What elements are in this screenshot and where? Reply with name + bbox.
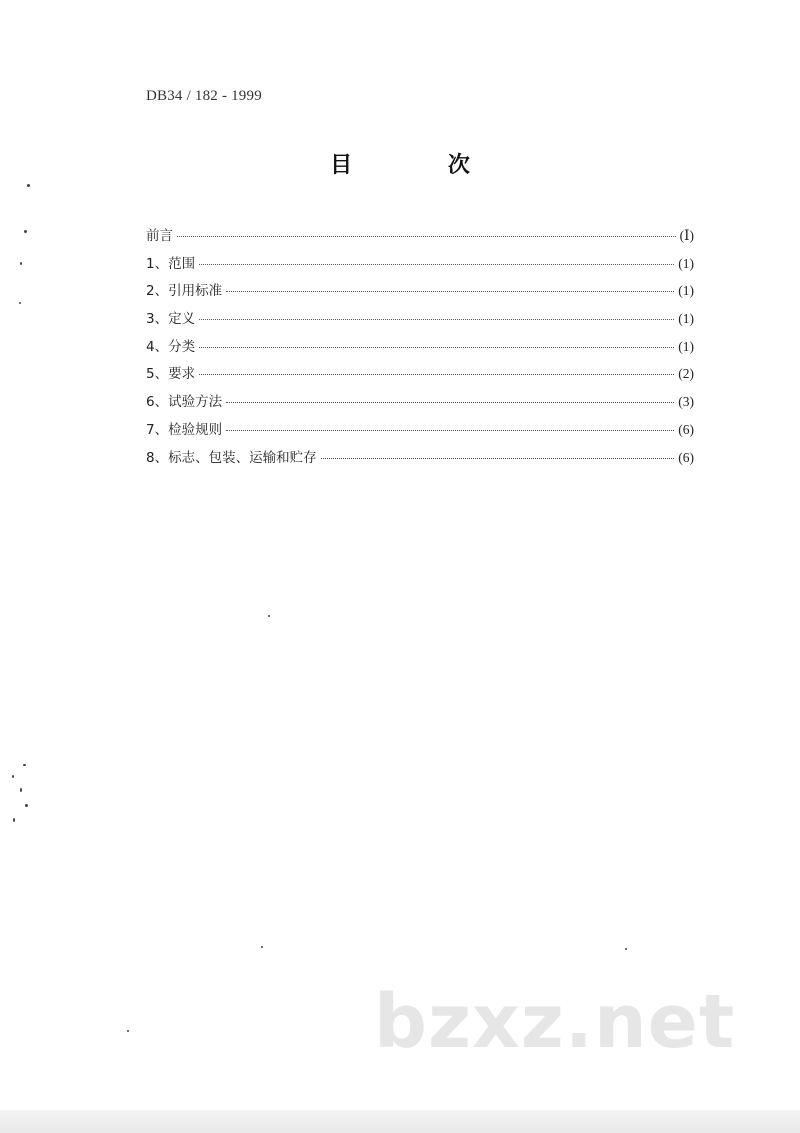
scan-speck [127,1030,129,1032]
toc-entry-label: 3、定义 [146,311,196,328]
scan-speck [20,262,22,265]
toc-leader-dots [226,430,674,431]
page-bottom-edge [0,1110,800,1133]
toc-entry-label: 2、引用标准 [146,283,223,300]
toc-entry-label: 8、标志、包装、运输和贮存 [146,449,317,466]
toc-entry-label: 4、分类 [146,338,196,355]
toc-entry-foreword[interactable] [146,224,694,252]
toc-entry-page: (2) [678,366,694,382]
toc-leader-dots [226,291,674,292]
toc-entry-page: (Ⅰ) [679,228,694,243]
toc-leader-dots [199,347,674,348]
toc-entry-inspection-rules[interactable] [146,418,694,446]
toc-entry-label: 7、检验规则 [146,421,223,438]
toc-entry-page: (1) [678,338,694,354]
toc-entry-page: (6) [678,449,694,465]
toc-entry-references[interactable] [146,279,694,307]
scan-speck [23,764,26,766]
toc-entry-page: (1) [678,283,694,299]
toc-entry-page: (6) [678,421,694,437]
toc-entry-page: (3) [678,394,694,410]
toc-entry-label: 5、要求 [146,366,196,383]
scan-speck [13,818,15,822]
toc-leader-dots [199,264,674,265]
toc-entry-test-methods[interactable] [146,390,694,418]
site-watermark: bzxz.net [374,979,736,1065]
toc-leader-dots [321,458,675,459]
scan-speck [12,775,14,778]
scan-speck [25,804,28,807]
toc-entry-classification[interactable] [146,335,694,363]
toc-leader-dots [177,236,676,237]
toc-entry-label: 前言 [146,228,173,244]
toc-entry-marking-packaging[interactable] [146,446,694,474]
toc-entry-page: (1) [678,311,694,327]
scan-speck [261,946,263,948]
toc-entry-label: 6、试验方法 [146,394,223,411]
toc-leader-dots [199,374,674,375]
toc-entry-scope[interactable] [146,252,694,280]
standard-code: DB34 / 182 - 1999 [146,88,262,104]
toc-entry-definitions[interactable] [146,307,694,335]
scan-speck [27,184,30,187]
toc-entry-page: (1) [678,255,694,271]
toc-entry-label: 1、范围 [146,255,196,272]
scan-speck [20,788,22,792]
toc-entry-requirements[interactable] [146,362,694,390]
toc-title: 目 次 [330,153,514,178]
scan-speck [19,302,21,304]
scan-speck [24,230,27,233]
toc-leader-dots [226,402,674,403]
table-of-contents [146,224,694,473]
scan-speck [268,615,270,617]
toc-leader-dots [199,319,674,320]
scan-speck [625,948,627,950]
